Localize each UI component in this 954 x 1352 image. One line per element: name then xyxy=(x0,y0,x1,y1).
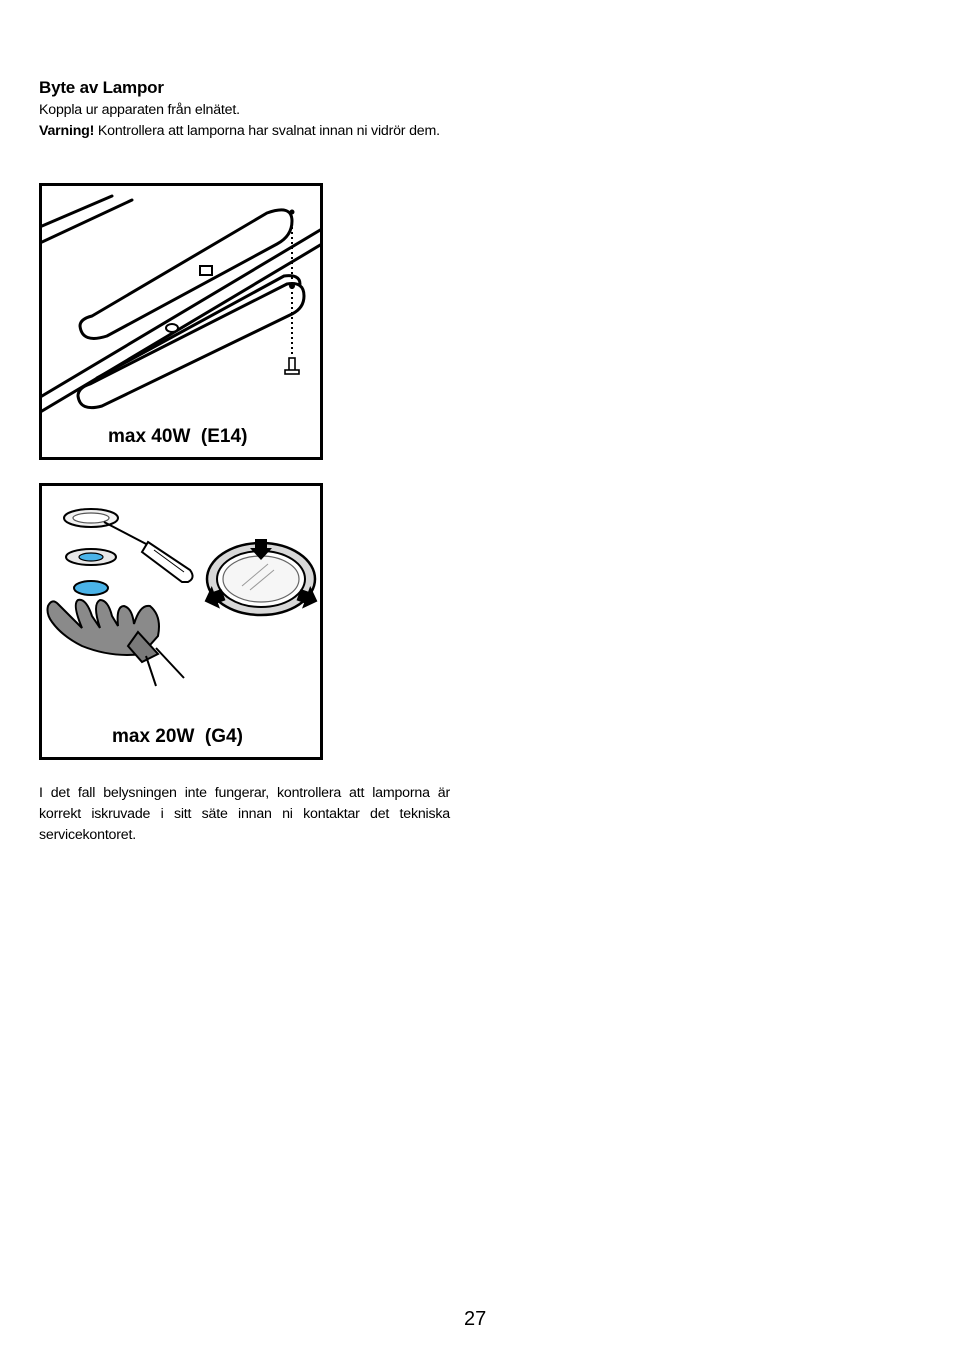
cover-tab-icon xyxy=(200,266,212,275)
hood-lamp-cover-illustration xyxy=(42,186,320,457)
g4-lamp-lens-icon xyxy=(74,581,108,595)
screwdriver-icon xyxy=(104,522,193,582)
lamp-replacement-illustration xyxy=(42,486,320,757)
intro-text: Koppla ur apparaten från elnätet. xyxy=(39,102,240,118)
figure-g4-lamp xyxy=(39,483,323,760)
section-title: Byte av Lampor xyxy=(39,78,164,97)
figure-caption-e14: max 40W (E14) xyxy=(108,426,248,447)
figure-caption-g4: max 20W (G4) xyxy=(112,726,243,747)
warning-label: Varning! xyxy=(39,123,95,139)
figure-e14-lamp xyxy=(39,183,323,460)
screw-icon xyxy=(285,358,299,374)
warning-text: Kontrollera att lamporna har svalnat innan ni vidrör dem. xyxy=(94,123,440,139)
page-number: 27 xyxy=(464,1308,487,1330)
lamp-holder-icon xyxy=(66,549,116,565)
warning-paragraph xyxy=(39,121,450,142)
troubleshooting-note: I det fall belysningen inte fungerar, kontrollera att lamporna är korrekt iskruvade i sitt säte innan ni kontaktar det tekniska servicekontoret. xyxy=(39,785,450,843)
glove-hand-icon xyxy=(48,600,185,686)
